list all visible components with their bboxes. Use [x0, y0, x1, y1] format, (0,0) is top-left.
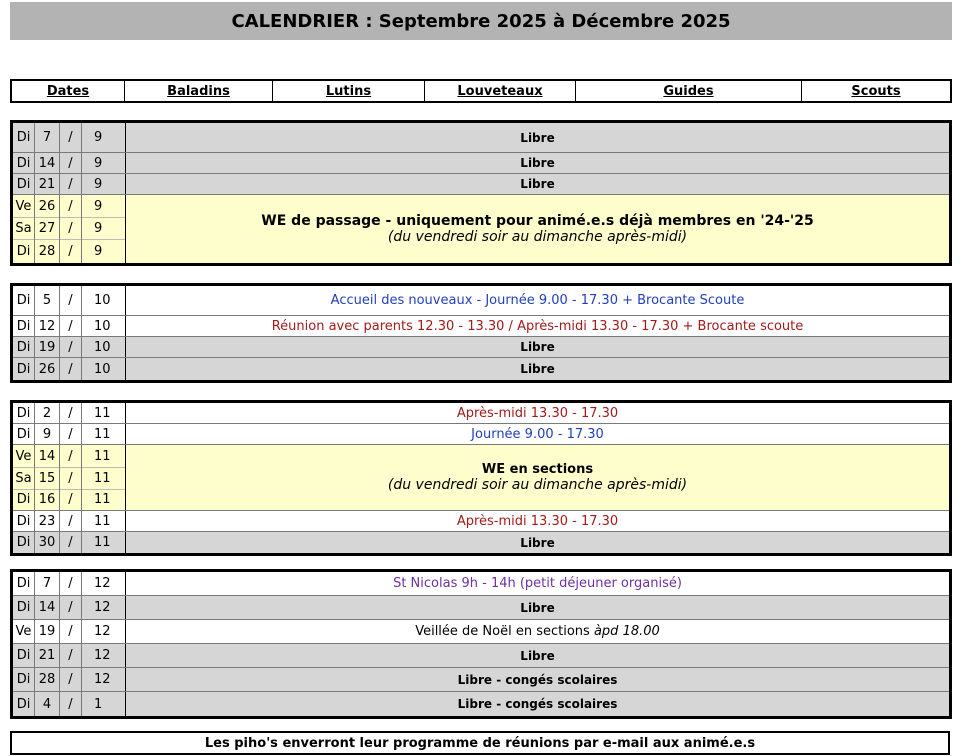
we-row: Ve 14 / 11 Sa 15 / 11 Di 16 / 11 WE en sections (du vendredi soir au dimanche après-midi) — [13, 445, 949, 511]
table-row: Ve 19 / 12 Veillée de Noël en sections àpd 18.00 — [13, 620, 949, 644]
header-louveteaux: Louveteaux — [425, 81, 576, 101]
event-text: Libre — [520, 156, 555, 170]
we-sections-event: WE en sections (du vendredi soir au dimanche après-midi) — [387, 462, 688, 493]
table-row: Di 7 / 9 Libre — [13, 123, 949, 153]
event-text: Après-midi 13.30 - 17.30 — [456, 405, 619, 421]
table-row: Di 19 / 10 Libre — [13, 337, 949, 358]
event-text: Libre — [520, 130, 555, 145]
table-row: Di 21 / 9 Libre — [13, 174, 949, 195]
event-text: Libre — [520, 648, 555, 663]
table-row: Di 14 / 12 Libre — [13, 596, 949, 620]
table-row: Di 26 / 10 Libre — [13, 358, 949, 380]
event-text: Veillée de Noël en sections àpd 18.00 — [415, 624, 660, 639]
table-row: Di 2 / 11 Après-midi 13.30 - 17.30 — [13, 403, 949, 424]
page-title: CALENDRIER : Septembre 2025 à Décembre 2025 — [10, 2, 952, 40]
footer-note: Les piho's enverront leur programme de réunions par e-mail aux animé.e.s — [10, 731, 950, 755]
table-row: Di 4 / 1 Libre - congés scolaires — [13, 692, 949, 716]
event-text: Libre — [520, 177, 555, 191]
header-baladins: Baladins — [125, 81, 273, 101]
event-text: Libre — [520, 362, 555, 376]
table-row: Di 21 / 12 Libre — [13, 644, 949, 668]
event-text: St Nicolas 9h - 14h (petit déjeuner organisé) — [393, 576, 682, 591]
table-row: Di 5 / 10 Accueil des nouveaux - Journée 9.00 - 17.30 + Brocante Scoute — [13, 286, 949, 316]
event-text: Réunion avec parents 12.30 - 13.30 / Après-midi 13.30 - 17.30 + Brocante scoute — [271, 318, 804, 334]
we-passage-event: WE de passage - uniquement pour animé.e.s déjà membres en '24-'25 (du vendredi soir au dimanche après-midi) — [261, 213, 814, 245]
october-block — [10, 283, 952, 383]
september-block — [10, 120, 952, 266]
table-row: Di 12 / 10 Réunion avec parents 12.30 - 13.30 / Après-midi 13.30 - 17.30 + Brocante scoute — [13, 316, 949, 337]
header-guides: Guides — [576, 81, 802, 101]
event-text: Journée 9.00 - 17.30 — [471, 426, 604, 442]
event-text: Libre — [520, 535, 555, 550]
header-lutins: Lutins — [273, 81, 425, 101]
event-text: Libre - congés scolaires — [457, 672, 618, 687]
table-row: Di 9 / 11 Journée 9.00 - 17.30 — [13, 424, 949, 445]
table-row: Di 14 / 9 Libre — [13, 153, 949, 174]
event-text: Libre - congés scolaires — [457, 697, 618, 711]
event-text: Accueil des nouveaux - Journée 9.00 - 17.30 + Brocante Scoute — [330, 293, 745, 308]
column-header — [10, 79, 952, 103]
event-text: Libre — [520, 600, 555, 615]
event-text: Après-midi 13.30 - 17.30 — [456, 513, 619, 529]
table-row: Di 23 / 11 Après-midi 13.30 - 17.30 — [13, 511, 949, 532]
table-row: Di 30 / 11 Libre — [13, 532, 949, 553]
table-row: Di 28 / 12 Libre - congés scolaires — [13, 668, 949, 692]
event-text: Libre — [520, 340, 555, 354]
we-row: Ve 26 / 9 Sa 27 / 9 Di 28 / 9 WE de passage - uniquement pour animé.e.s déjà membres en '24-'25 (du vendredi soir au dimanche après-midi) — [13, 195, 949, 263]
december-block — [10, 569, 952, 719]
header-scouts: Scouts — [851, 83, 901, 99]
table-row: Di 7 / 12 St Nicolas 9h - 14h (petit déjeuner organisé) — [13, 572, 949, 596]
header-dates: Dates — [12, 81, 125, 101]
november-block — [10, 400, 952, 556]
